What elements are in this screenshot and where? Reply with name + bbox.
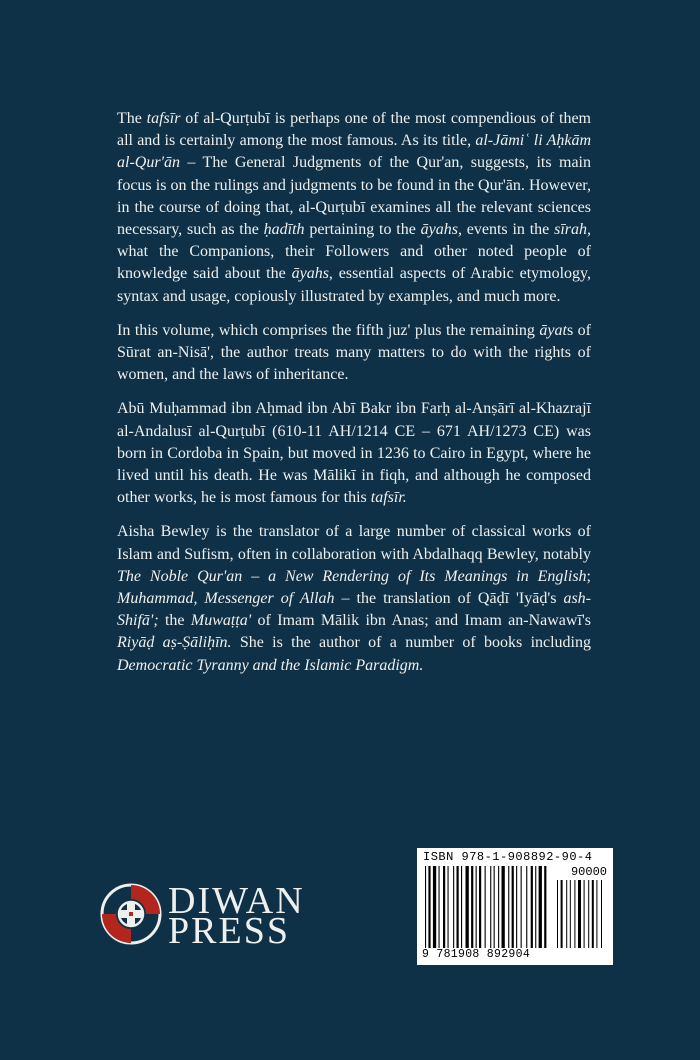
blurb-paragraph-4: Aisha Bewley is the translator of a large number of classical works of Islam and Sufism, often in collaboration with Abdalhaqq Bewley, notably The Noble Qur'an – a New Rendering of Its Meanings in English; Muhammad, Messenger of Allah – the translation of Qāḍī 'Iyāḍ's ash-Shifā'; the Muwaṭṭa' of Imam Mālik ibn Anas; and Imam an-Nawawī's Riyāḍ aṣ-Ṣāliḥīn. She is the author of a number of books including Democratic Tyranny and the Islamic Paradigm. xyxy=(117,523,592,674)
blurb-paragraph-3: Abū Muḥammad ibn Aḥmad ibn Abī Bakr ibn Farḥ al-Anṣārī al-Khazrajī al-Andalusī al-Qurṭubī (610-11 AH/1214 CE – 671 AH/1273 CE) was born in Cordoba in Spain, but moved in 1236 to Cairo in Egypt, where he lived until his death. He was Mālikī in fiqh, and although he composed other works, he is most famous for this tafsīr. xyxy=(117,400,591,507)
ean-digits: 9 781908 892904 xyxy=(422,948,531,961)
isbn-text: ISBN 978-1-908892-90-4 xyxy=(423,850,593,864)
publisher-name-line-1: DIWAN xyxy=(168,880,305,922)
blurb-paragraph-2: In this volume, which comprises the fifth juz' plus the remaining āyats of Sūrat an-Nisā', the author treats many matters to do with the rights of women, and the laws of inheritance. xyxy=(117,321,591,384)
publisher-name-line-2: PRESS xyxy=(168,910,290,952)
isbn-barcode xyxy=(417,848,613,965)
blurb-paragraph-1: The tafsīr of al-Qurṭubī is perhaps one of the most compendious of them all and is certainly among the most famous. As its title, al-Jāmiʿ li Aḥkām al-Qur'ān – The General Judgments of the Qur'an, suggests, its main focus is on the rulings and judgments to be found in the Qur'ān. However, in the course of doing that, al-Qurṭubī examines all the relevant sciences necessary, such as the ḥadīth pertaining to the āyahs, events in the sīrah, what the Companions, their Followers and other noted people of knowledge said about the āyahs, essential aspects of Arabic etymology, syntax and usage, copiously illustrated by examples, and much more. xyxy=(117,110,592,305)
blurb xyxy=(117,108,591,689)
price-code: 90000 xyxy=(570,865,607,879)
